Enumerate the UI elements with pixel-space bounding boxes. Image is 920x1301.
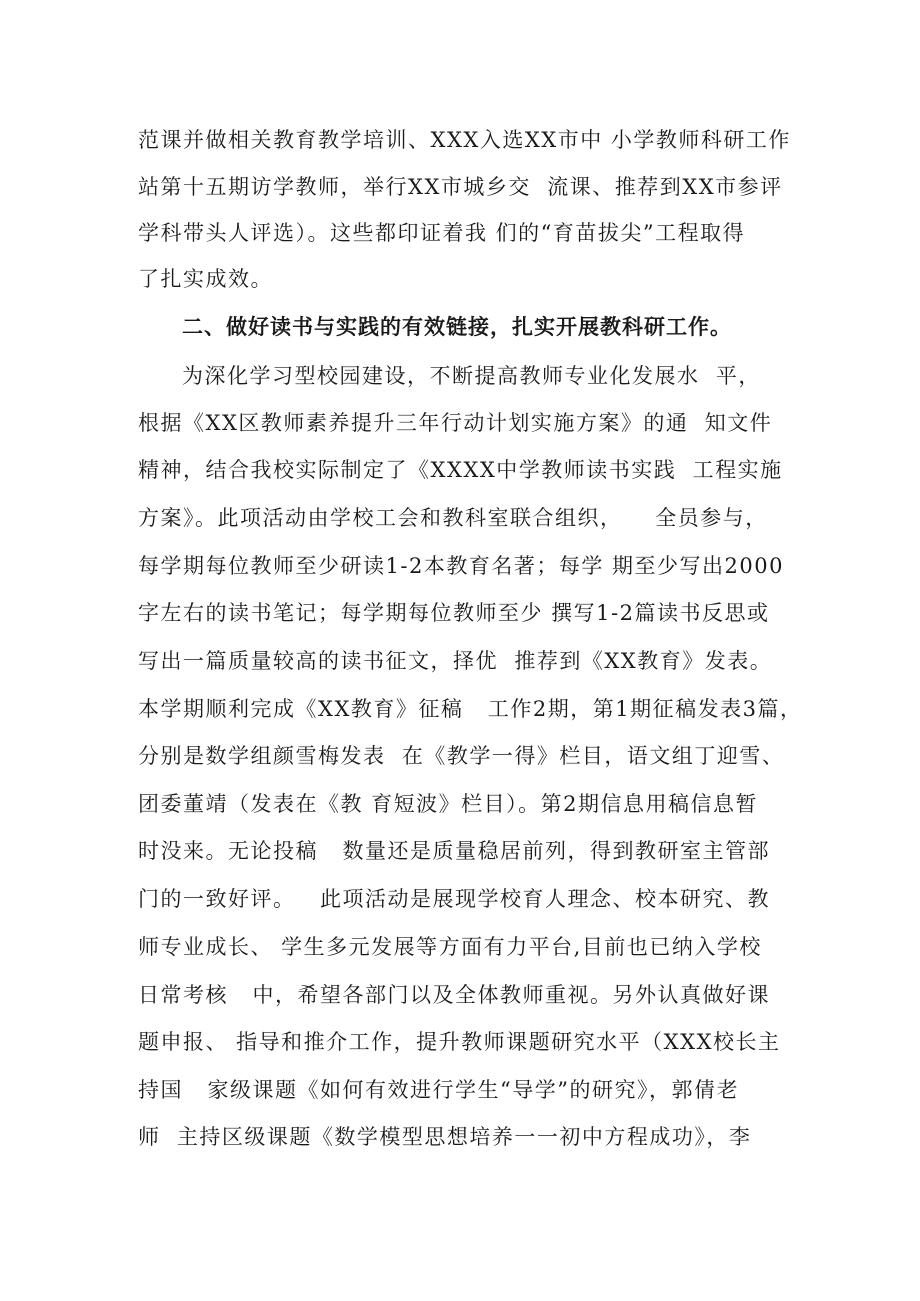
- text-line: 师 主持区级课题《数学模型思想培养一一初中方程成功》，李: [138, 1125, 752, 1149]
- text-line: 范课并做相关教育教学培训、XXX入选XX市中 小学教师科研工作: [138, 128, 791, 152]
- text-line: 持国 家级课题《如何有效进行学生“导学”的研究》，郭倩老: [138, 1078, 739, 1102]
- text-line: 学科带头人评选）。这些都印证着我 们的“育苗拔尖”工程取得: [138, 221, 746, 245]
- text-line: 师专业成长、 学生多元发展等方面有力平台,目前也已纳入学校: [138, 935, 762, 959]
- text-line: 写出一篇质量较高的读书征文，择优 推荐到《XX教育》发表。: [138, 649, 773, 673]
- text-line: 门的一致好评。 此项活动是展现学校育人理念、校本研究、教: [138, 887, 771, 911]
- text-line: 团委董靖（发表在《教 育短波》栏目）。第2期信息用稿信息暂: [138, 792, 759, 816]
- text-line: 本学期顺利完成《XX教育》征稿 工作2期，第1期征稿发表3篇，: [138, 697, 803, 721]
- section-heading: 二、做好读书与实践的有效链接，扎实开展教科研工作。: [182, 314, 732, 339]
- text-line: 方案》。此项活动由学校工会和教科室联合组织， 全员参与，: [138, 506, 768, 530]
- text-line: 日常考核 中，希望各部门以及全体教师重视。另外认真做好课: [138, 983, 771, 1007]
- text-line: 了扎实成效。: [138, 267, 273, 291]
- text-line: 每学期每位教师至少研读1-2本教育名著；每学 期至少写出2000: [138, 554, 784, 578]
- text-line: 精神，结合我校实际制定了《XXXX中学教师读书实践 工程实施: [138, 458, 783, 482]
- text-line: 分别是数学组颜雪梅发表 在《教学一得》栏目，语文组丁迎雪、: [138, 744, 785, 768]
- text-line: 题申报、 指导和推介工作，提升教师课题研究水平（XXX校长主: [138, 1030, 781, 1054]
- text-line: 字左右的读书笔记；每学期每位教师至少 撰写1-2篇读书反思或: [138, 601, 770, 625]
- text-line: 站第十五期访学教师，举行XX市城乡交 流课、推荐到XX市参评: [138, 175, 783, 199]
- text-line: 根据《XX区教师素养提升三年行动计划实施方案》的通 知文件: [138, 411, 773, 435]
- text-line: 时没来。无论投稿 数量还是质量稳居前列，得到教研室主管部: [138, 839, 771, 863]
- paragraph-first-line: 为深化学习型校园建设，不断提高教师专业化发展水 平，: [182, 364, 761, 388]
